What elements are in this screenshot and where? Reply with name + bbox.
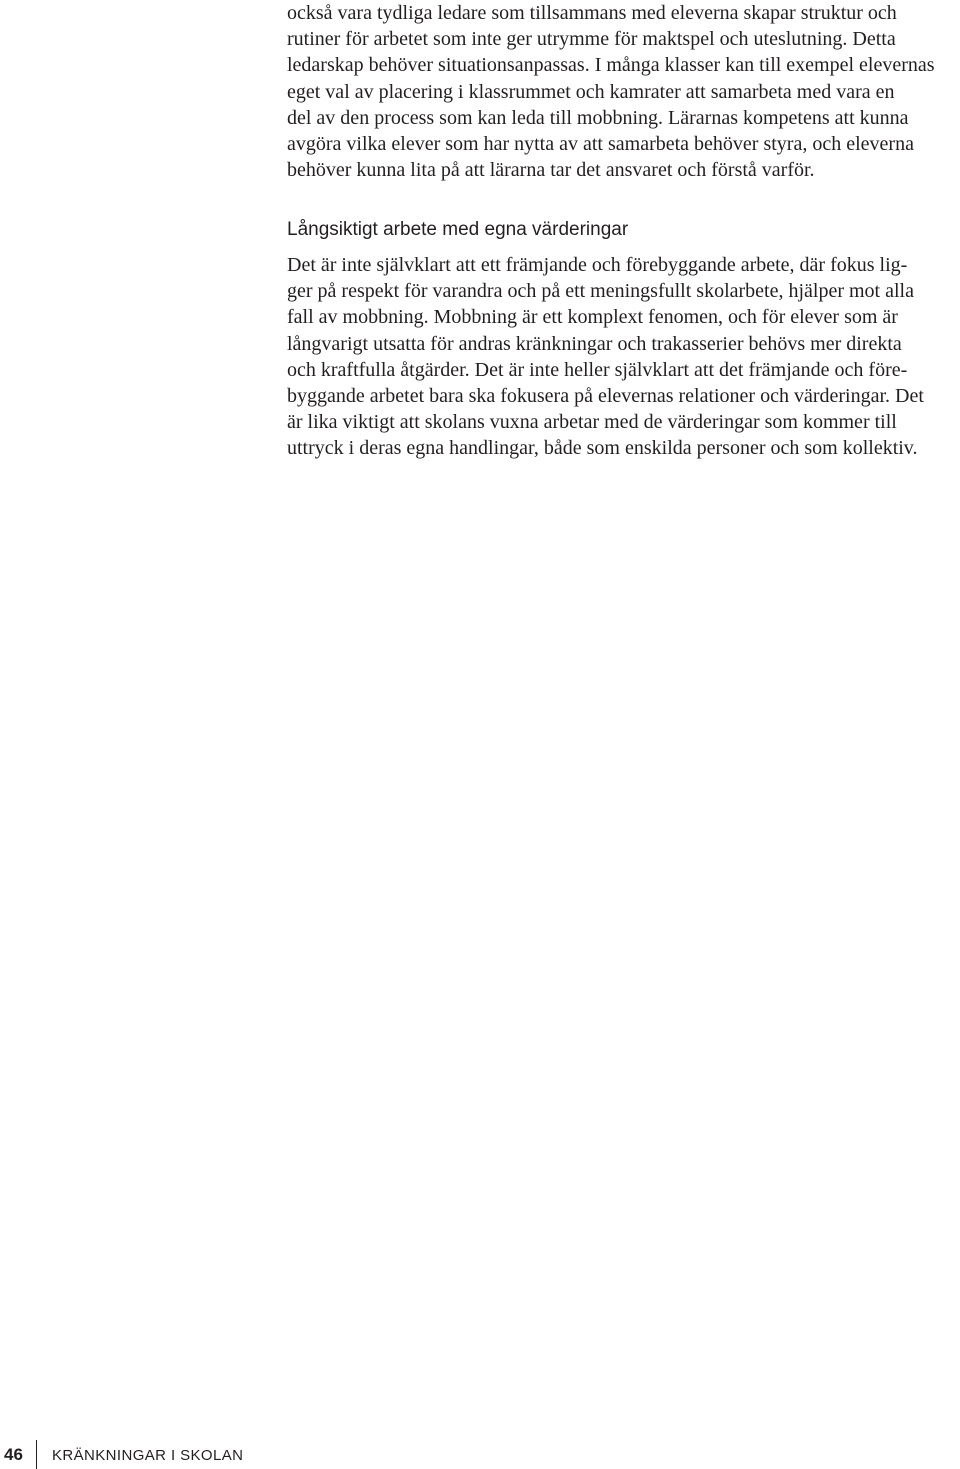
paragraph-line: också vara tydliga ledare som tillsammans med eleverna skapar struktur och	[287, 2, 897, 24]
paragraph-line: del av den process som kan leda till mobbning. Lärarnas kompetens att kunna	[287, 106, 909, 129]
paragraph-2	[287, 252, 924, 462]
paragraph-line: Det är inte självklart att ett främjande och förebyggande arbete, där fokus lig-	[287, 254, 908, 276]
paragraph-line: är lika viktigt att skolans vuxna arbetar med de värderingar som kommer till	[287, 411, 897, 434]
paragraph-1	[287, 0, 935, 183]
paragraph-line: ger på respekt för varandra och på ett meningsfullt skolarbete, hjälper mot alla	[287, 280, 914, 303]
paragraph-line: avgöra vilka elever som har nytta av att samarbeta behöver styra, och eleverna	[287, 132, 914, 155]
page-footer	[0, 1440, 960, 1469]
paragraph-line: rutiner för arbetet som inte ger utrymme för maktspel och uteslutning. Detta	[287, 28, 896, 51]
paragraph-line: långvarigt utsatta för andras kränkningar och trakasserier behövs mer direkta	[287, 332, 902, 355]
section-heading: Långsiktigt arbete med egna värderingar	[287, 219, 629, 240]
paragraph-line: eget val av placering i klassrummet och kamrater att samarbeta med vara en	[287, 80, 895, 103]
running-title: KRÄNKNINGAR I SKOLAN	[52, 1447, 244, 1464]
footer-divider	[36, 1440, 37, 1469]
paragraph-line: byggande arbetet bara ska fokusera på elevernas relationer och värderingar. Det	[287, 384, 924, 407]
paragraph-line: ledarskap behöver situationsanpassas. I många klasser kan till exempel elevernas	[287, 54, 935, 77]
paragraph-line: och kraftfulla åtgärder. Det är inte heller självklart att det främjande och före-	[287, 358, 908, 381]
paragraph-line: uttryck i deras egna handlingar, både som enskilda personer och som kollektiv.	[287, 437, 918, 460]
paragraph-line: behöver kunna lita på att lärarna tar det ansvaret och förstå varför.	[287, 159, 815, 182]
page-number: 46	[4, 1445, 23, 1464]
paragraph-line: fall av mobbning. Mobbning är ett komplext fenomen, och för elever som är	[287, 306, 898, 329]
